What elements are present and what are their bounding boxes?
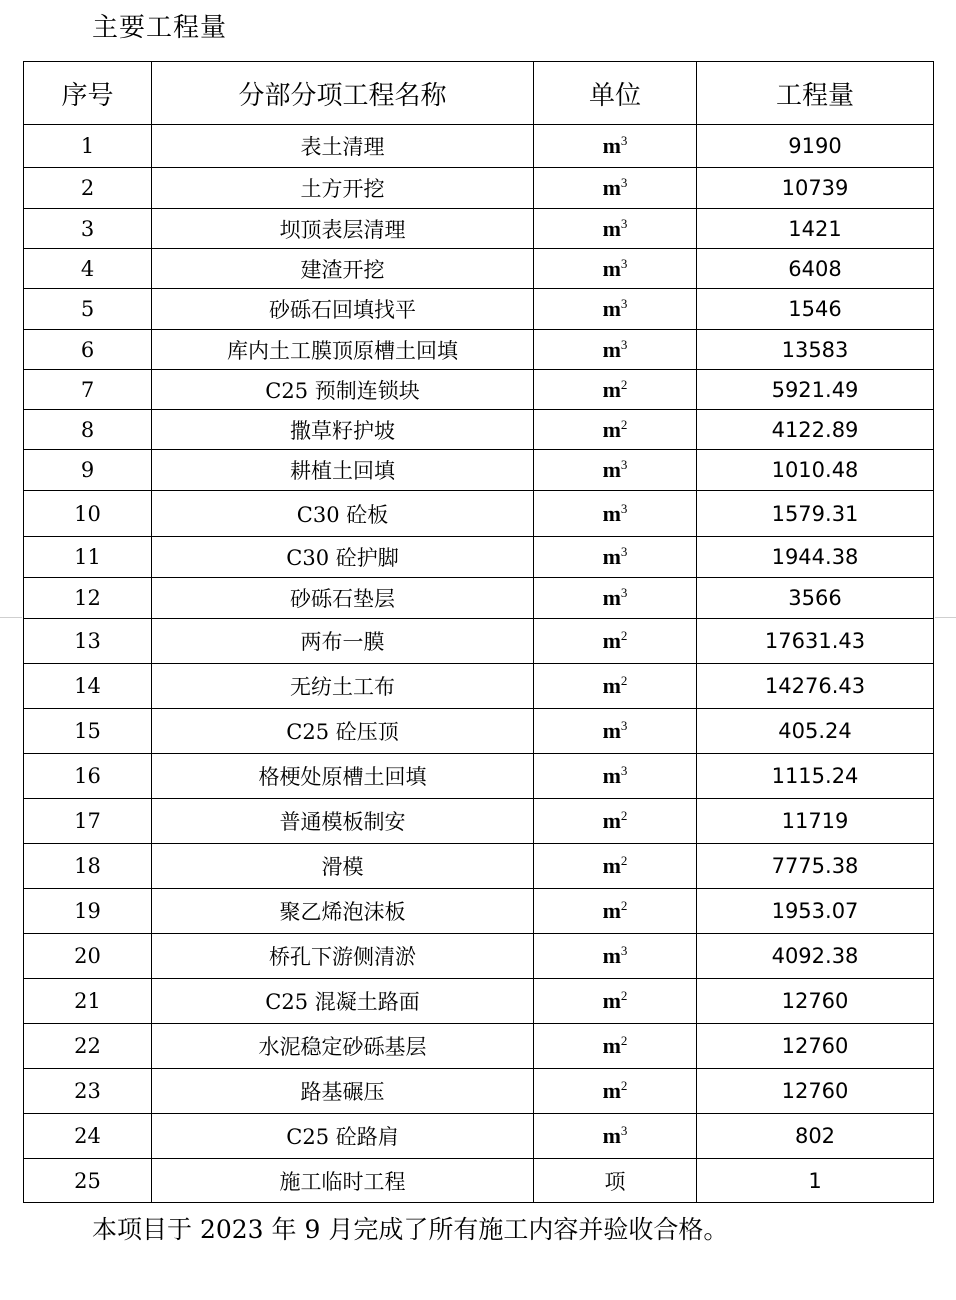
table-row — [24, 1024, 934, 1069]
item-quantity: 405.24 — [697, 709, 934, 754]
unit-symbol: m — [602, 416, 621, 442]
row-number: 16 — [24, 754, 152, 799]
item-quantity: 9190 — [697, 125, 934, 168]
item-unit — [534, 979, 697, 1024]
quantities-table — [23, 61, 934, 1203]
item-unit — [534, 799, 697, 844]
item-unit — [534, 754, 697, 799]
item-unit — [534, 370, 697, 410]
table-row — [24, 125, 934, 168]
unit-symbol: m — [602, 544, 621, 569]
unit-symbol: m — [602, 376, 621, 402]
item-unit — [534, 578, 697, 619]
unit-symbol: m — [602, 255, 621, 281]
row-number: 8 — [24, 410, 152, 450]
unit-symbol: m — [602, 853, 621, 878]
unit-symbol: m — [602, 1033, 621, 1058]
row-number: 3 — [24, 209, 152, 249]
row-number: 22 — [24, 1024, 152, 1069]
item-name: 桥孔下游侧清淤 — [152, 934, 534, 979]
row-number: 14 — [24, 664, 152, 709]
item-unit — [534, 664, 697, 709]
row-number: 13 — [24, 619, 152, 664]
unit-symbol: 项 — [604, 1169, 626, 1194]
unit-exponent: 3 — [620, 215, 628, 231]
row-number: 9 — [24, 450, 152, 491]
row-number: 17 — [24, 799, 152, 844]
unit-exponent: 2 — [620, 628, 628, 643]
unit-symbol: m — [602, 1078, 621, 1103]
unit-exponent: 3 — [620, 133, 628, 148]
item-quantity: 1115.24 — [697, 754, 934, 799]
row-number: 1 — [24, 125, 152, 168]
item-quantity: 5921.49 — [697, 370, 934, 410]
table-row — [24, 844, 934, 889]
item-unit — [534, 1069, 697, 1114]
unit-exponent: 2 — [620, 1033, 628, 1048]
unit-symbol: m — [602, 296, 621, 321]
completion-note: 本项目于 2023 年 9 月完成了所有施工内容并验收合格。 — [92, 1215, 729, 1244]
row-number: 4 — [24, 249, 152, 289]
unit-exponent: 2 — [620, 808, 628, 823]
table-row — [24, 1069, 934, 1114]
table-row — [24, 330, 934, 370]
item-name: 砂砾石垫层 — [152, 578, 534, 619]
header-quantity: 工程量 — [697, 62, 934, 125]
item-name: 路基碾压 — [152, 1069, 534, 1114]
row-number: 5 — [24, 289, 152, 330]
table-row — [24, 537, 934, 578]
unit-symbol: m — [602, 133, 621, 158]
header-name: 分部分项工程名称 — [152, 62, 534, 125]
item-quantity: 1953.07 — [697, 889, 934, 934]
item-name: 聚乙烯泡沫板 — [152, 889, 534, 934]
item-unit — [534, 209, 697, 249]
table-row — [24, 1159, 934, 1203]
table-row — [24, 709, 934, 754]
unit-exponent: 2 — [620, 853, 628, 868]
row-number: 24 — [24, 1114, 152, 1159]
table-row — [24, 249, 934, 289]
table-row — [24, 209, 934, 249]
row-number: 10 — [24, 491, 152, 537]
item-quantity: 10739 — [697, 168, 934, 209]
item-quantity: 12760 — [697, 1024, 934, 1069]
right-divider-line — [935, 617, 956, 618]
table-row — [24, 934, 934, 979]
row-number: 2 — [24, 168, 152, 209]
unit-symbol: m — [602, 500, 621, 526]
item-quantity: 7775.38 — [697, 844, 934, 889]
row-number: 6 — [24, 330, 152, 370]
row-number: 11 — [24, 537, 152, 578]
item-quantity: 1944.38 — [697, 537, 934, 578]
item-quantity: 1579.31 — [697, 491, 934, 537]
item-name: 建渣开挖 — [152, 249, 534, 289]
table-row — [24, 410, 934, 450]
item-unit — [534, 249, 697, 289]
row-number: 25 — [24, 1159, 152, 1203]
unit-symbol: m — [602, 808, 621, 833]
item-quantity: 1010.48 — [697, 450, 934, 491]
table-header-row — [24, 62, 934, 125]
item-quantity: 6408 — [697, 249, 934, 289]
unit-symbol: m — [602, 763, 621, 788]
table-row — [24, 799, 934, 844]
item-quantity: 11719 — [697, 799, 934, 844]
table-row — [24, 289, 934, 330]
unit-exponent: 3 — [620, 1123, 628, 1138]
unit-exponent: 3 — [620, 175, 628, 190]
header-unit: 单位 — [534, 62, 697, 125]
item-name: 土方开挖 — [152, 168, 534, 209]
item-quantity: 1421 — [697, 209, 934, 249]
unit-exponent: 3 — [620, 943, 628, 958]
unit-symbol: m — [602, 628, 621, 653]
table-row — [24, 370, 934, 410]
item-unit — [534, 289, 697, 330]
item-quantity: 12760 — [697, 1069, 934, 1114]
item-name: 无纺土工布 — [152, 664, 534, 709]
table-body — [24, 125, 934, 1203]
item-quantity: 17631.43 — [697, 619, 934, 664]
table-row — [24, 1114, 934, 1159]
item-name: 耕植土回填 — [152, 450, 534, 491]
item-quantity: 4122.89 — [697, 410, 934, 450]
unit-exponent: 3 — [620, 336, 628, 352]
table-row — [24, 168, 934, 209]
item-unit — [534, 1024, 697, 1069]
table-row — [24, 578, 934, 619]
item-name: C25 混凝土路面 — [152, 979, 534, 1024]
item-unit — [534, 934, 697, 979]
unit-symbol: m — [602, 673, 621, 698]
item-quantity: 14276.43 — [697, 664, 934, 709]
table-row — [24, 664, 934, 709]
unit-symbol: m — [602, 215, 621, 241]
unit-exponent: 2 — [620, 416, 628, 432]
unit-exponent: 3 — [620, 457, 628, 472]
unit-symbol: m — [602, 457, 621, 482]
row-number: 20 — [24, 934, 152, 979]
item-name: 库内土工膜顶原槽土回填 — [152, 330, 534, 370]
item-unit — [534, 168, 697, 209]
item-name: 普通模板制安 — [152, 799, 534, 844]
item-unit — [534, 889, 697, 934]
section-heading: 主要工程量 — [92, 13, 228, 43]
item-unit — [534, 709, 697, 754]
unit-exponent: 3 — [620, 500, 628, 516]
row-number: 7 — [24, 370, 152, 410]
table-row — [24, 754, 934, 799]
item-name: 表土清理 — [152, 125, 534, 168]
header-no: 序号 — [24, 62, 152, 125]
item-name: 两布一膜 — [152, 619, 534, 664]
unit-symbol: m — [602, 718, 621, 743]
table-row — [24, 619, 934, 664]
row-number: 18 — [24, 844, 152, 889]
unit-exponent: 2 — [620, 898, 628, 913]
unit-symbol: m — [602, 1123, 621, 1148]
unit-exponent: 3 — [620, 718, 628, 733]
unit-exponent: 3 — [620, 544, 628, 559]
unit-exponent: 3 — [620, 255, 628, 271]
item-unit — [534, 537, 697, 578]
table-row — [24, 889, 934, 934]
unit-exponent: 2 — [620, 376, 628, 392]
item-name: C25 预制连锁块 — [152, 370, 534, 410]
item-quantity: 1546 — [697, 289, 934, 330]
row-number: 19 — [24, 889, 152, 934]
unit-symbol: m — [602, 898, 621, 923]
item-unit — [534, 619, 697, 664]
item-name: 撒草籽护坡 — [152, 410, 534, 450]
item-unit — [534, 450, 697, 491]
item-quantity: 3566 — [697, 578, 934, 619]
unit-symbol: m — [602, 585, 621, 610]
item-unit — [534, 125, 697, 168]
unit-exponent: 3 — [620, 763, 628, 778]
unit-exponent: 3 — [620, 296, 628, 311]
item-name: 水泥稳定砂砾基层 — [152, 1024, 534, 1069]
item-unit — [534, 410, 697, 450]
item-name: 格梗处原槽土回填 — [152, 754, 534, 799]
unit-exponent: 2 — [620, 988, 628, 1003]
item-name: 坝顶表层清理 — [152, 209, 534, 249]
item-unit — [534, 844, 697, 889]
item-name: 砂砾石回填找平 — [152, 289, 534, 330]
unit-exponent: 2 — [620, 673, 628, 688]
row-number: 15 — [24, 709, 152, 754]
unit-symbol: m — [602, 336, 621, 362]
table-row — [24, 979, 934, 1024]
item-quantity: 4092.38 — [697, 934, 934, 979]
item-quantity: 802 — [697, 1114, 934, 1159]
left-divider-line — [0, 617, 22, 618]
unit-symbol: m — [602, 988, 621, 1013]
unit-exponent: 3 — [620, 585, 628, 600]
item-unit — [534, 491, 697, 537]
item-name: C30 砼板 — [152, 491, 534, 537]
item-unit — [534, 330, 697, 370]
item-quantity: 13583 — [697, 330, 934, 370]
unit-symbol: m — [602, 175, 621, 200]
item-name: C30 砼护脚 — [152, 537, 534, 578]
item-name: C25 砼压顶 — [152, 709, 534, 754]
item-quantity: 12760 — [697, 979, 934, 1024]
row-number: 21 — [24, 979, 152, 1024]
row-number: 12 — [24, 578, 152, 619]
table-row — [24, 491, 934, 537]
row-number: 23 — [24, 1069, 152, 1114]
item-name: C25 砼路肩 — [152, 1114, 534, 1159]
item-name: 滑模 — [152, 844, 534, 889]
item-unit — [534, 1159, 697, 1203]
item-unit — [534, 1114, 697, 1159]
unit-exponent: 2 — [620, 1078, 628, 1093]
unit-symbol: m — [602, 943, 621, 968]
table-row — [24, 450, 934, 491]
item-name: 施工临时工程 — [152, 1159, 534, 1203]
item-quantity: 1 — [697, 1159, 934, 1203]
